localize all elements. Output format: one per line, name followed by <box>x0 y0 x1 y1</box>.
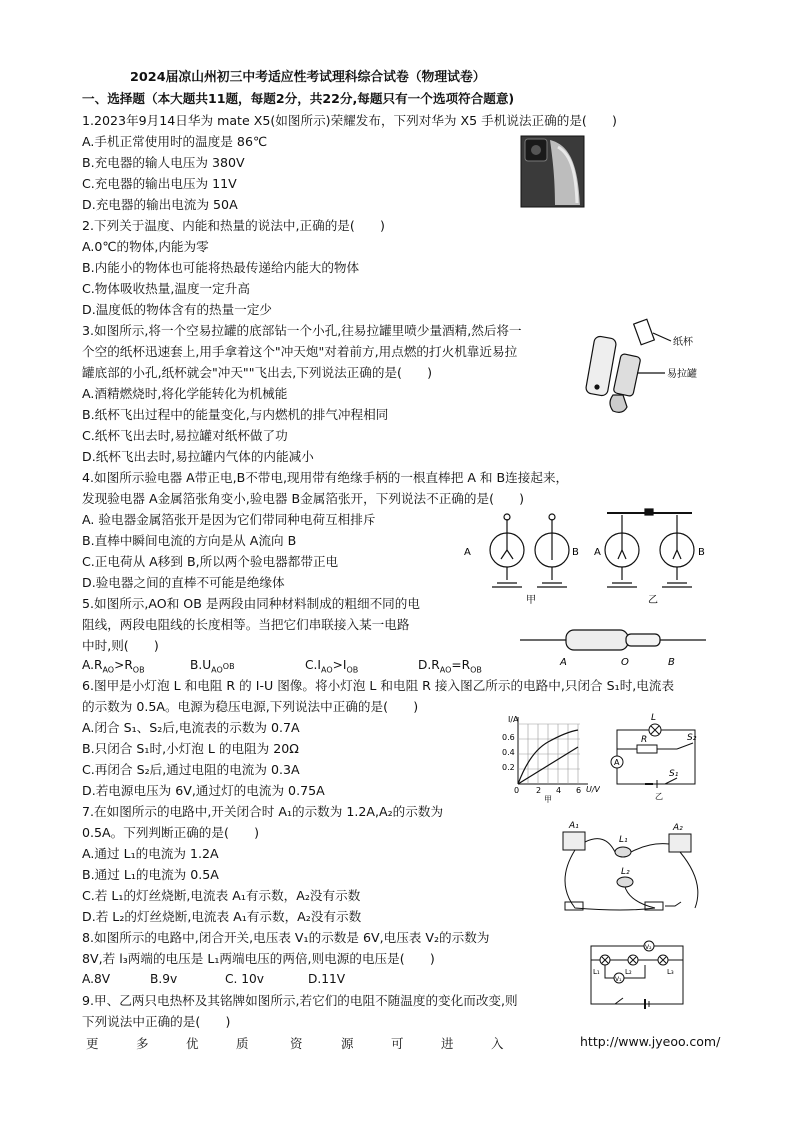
svg-text:0.2: 0.2 <box>502 763 515 772</box>
footer-word: 进 <box>441 1036 454 1051</box>
q5-stem-line1: 5.如图所示,AO和 OB 是两段由同种材料制成的粗细不同的电 <box>82 596 420 611</box>
footer-word: 资 <box>290 1036 303 1051</box>
q1-stem: 1.2023年9月14日华为 mate X5(如图所示)荣耀发布，下列对华为 X5 手机说法正确的是( ) <box>82 113 617 128</box>
svg-text:A₂: A₂ <box>673 823 683 833</box>
q5-option-a: $A.R_{AO}>R_{OB}$ <box>82 658 145 675</box>
q3-option-a: A.酒精燃烧时,将化学能转化为机械能 <box>82 386 288 401</box>
q7-option-a: A.通过 L₁的电流为 1.2A <box>82 846 219 861</box>
svg-text:R: R <box>641 735 648 745</box>
q1-option-c: C.充电器的输出电压为 11V <box>82 176 237 191</box>
q8-option-b: B.9v <box>150 972 178 986</box>
svg-text:2: 2 <box>536 786 542 795</box>
phone-image <box>520 135 585 208</box>
q3-stem-line2: 个空的纸杯迅速套上,用手拿着这个"冲天炮"对着前方,用点燃的打火机靠近易拉 <box>82 344 518 359</box>
section-heading: 一、选择题（本大题共11题，每题2分，共22分,每题只有一个选项符合题意) <box>82 91 515 106</box>
q3-stem-line1: 3.如图所示,将一个空易拉罐的底部钻一个小孔,往易拉罐里喷少量酒精,然后将一 <box>82 323 522 338</box>
q5-stem-line2: 阻线，两段电阻线的长度相等。当把它们串联接入某一电路 <box>82 617 410 632</box>
q2-stem: 2.下列关于温度、内能和热量的说法中,正确的是( ) <box>82 218 385 233</box>
q3-option-d: D.纸杯飞出去时,易拉罐内气体的内能减小 <box>82 449 314 464</box>
q3-stem-line3: 罐底部的小孔,纸杯就会"冲天""飞出去,下列说法正确的是( ) <box>82 365 433 380</box>
electroscope-figure <box>462 505 712 605</box>
svg-text:乙: 乙 <box>655 792 663 801</box>
svg-text:L₁: L₁ <box>593 968 600 976</box>
q8-stem-line2: 8V,若 l₃两端的电压是 L₁两端电压的两倍,则电源的电压是( ) <box>82 951 435 966</box>
q3-option-b: B.纸杯飞出过程中的能量变化,与内燃机的排气冲程相同 <box>82 407 389 422</box>
q3-option-c: C.纸杯飞出去时,易拉罐对纸杯做了功 <box>82 428 288 443</box>
svg-text:A: A <box>464 547 471 558</box>
svg-text:L₂: L₂ <box>621 867 630 877</box>
svg-text:0: 0 <box>514 786 520 795</box>
svg-text:L₃: L₃ <box>667 968 674 976</box>
svg-text:V₁: V₁ <box>615 976 622 983</box>
q8-circuit-figure <box>585 938 690 1010</box>
q6-option-a: A.闭合 S₁、S₂后,电流表的示数为 0.7A <box>82 720 300 735</box>
footer-word: 质 <box>236 1036 249 1051</box>
svg-text:乙: 乙 <box>648 595 658 605</box>
q6-option-d: D.若电源电压为 6V,通过灯的电流为 0.75A <box>82 783 325 798</box>
resistance-wire-figure <box>518 622 708 668</box>
q6-circuit-figure <box>605 710 710 802</box>
svg-text:A: A <box>594 547 601 558</box>
svg-text:0.4: 0.4 <box>502 748 515 757</box>
svg-text:甲: 甲 <box>544 795 552 804</box>
q5-stem-line3: 中时,则( ) <box>82 638 159 653</box>
footer-word: 源 <box>341 1036 354 1051</box>
footer-word: 可 <box>391 1036 404 1051</box>
footer-link[interactable]: http://www.jyeoo.com/ <box>580 1034 721 1049</box>
exam-title: 2024届凉山州初三中考适应性考试理科综合试卷（物理试卷） <box>130 70 486 85</box>
q4-stem-line2: 发现验电器 A金属箔张角变小,验电器 B金属箔张开，下列说法不正确的是( ) <box>82 491 525 506</box>
q8-option-c: C. 10v <box>225 972 264 986</box>
label-cup: 纸杯 <box>673 337 693 348</box>
q2-option-d: D.温度低的物体含有的热量一定少 <box>82 302 273 317</box>
q7-option-b: B.通过 L₁的电流为 0.5A <box>82 867 219 882</box>
q4-option-b: B.直棒中瞬间电流的方向是从 A流向 B <box>82 533 297 548</box>
q4-stem-line1: 4.如图所示验电器 A带正电,B不带电,现用带有绝缘手柄的一根直棒把 A 和 B连接起来， <box>82 470 569 485</box>
svg-text:4: 4 <box>556 786 562 795</box>
can-cup-figure <box>585 315 715 420</box>
q2-option-a: A.0℃的物体,内能为零 <box>82 239 209 254</box>
q2-option-c: C.物体吸收热量,温度一定升高 <box>82 281 250 296</box>
q7-option-d: D.若 L₂的灯丝烧断,电流表 A₁有示数，A₂没有示数 <box>82 909 362 924</box>
q8-option-d: D.11V <box>308 972 346 986</box>
q4-option-a: A. 验电器金属箔张开是因为它们带同种电荷互相排斥 <box>82 512 376 527</box>
iu-graph-figure <box>500 712 600 804</box>
q6-stem-line2: 的示数为 0.5A。电源为稳压电源,下列说法中正确的是( ) <box>82 699 419 714</box>
q7-stem-line1: 7.在如图所示的电路中,开关闭合时 A₁的示数为 1.2A,A₂的示数为 <box>82 804 444 819</box>
q9-stem-line2: 下列说法中正确的是( ) <box>82 1014 231 1029</box>
q6-option-b: B.只闭合 S₁时,小灯泡 L 的电阻为 20Ω <box>82 741 299 756</box>
q6-option-c: C.再闭合 S₂后,通过电阻的电流为 0.3A <box>82 762 300 777</box>
q8-stem-line1: 8.如图所示的电路中,闭合开关,电压表 V₁的示数是 6V,电压表 V₂的示数为 <box>82 930 490 945</box>
svg-text:B: B <box>668 657 675 668</box>
svg-text:A: A <box>614 758 620 767</box>
svg-text:S₂: S₂ <box>687 733 697 743</box>
q7-option-c: C.若 L₁的灯丝烧断,电流表 A₁有示数，A₂没有示数 <box>82 888 361 903</box>
q1-option-d: D.充电器的输出电流为 50A <box>82 197 238 212</box>
svg-text:L₁: L₁ <box>619 835 628 845</box>
label-can: 易拉罐 <box>667 369 697 380</box>
svg-text:L₂: L₂ <box>625 968 632 976</box>
svg-text:U/V: U/V <box>586 785 600 794</box>
q7-stem-line2: 0.5A。下列判断正确的是( ) <box>82 825 260 840</box>
svg-text:B: B <box>698 547 705 558</box>
q7-circuit-figure <box>545 812 715 924</box>
q5-option-d: $D.R_{AO}=R_{OB}$ <box>418 658 482 675</box>
svg-text:O: O <box>621 657 629 668</box>
q4-option-c: C.正电荷从 A移到 B,所以两个验电器都带正电 <box>82 554 339 569</box>
svg-text:0.6: 0.6 <box>502 733 515 742</box>
q8-option-a: A.8V <box>82 972 111 986</box>
footer-word: 入 <box>491 1036 504 1051</box>
q4-option-d: D.验电器之间的直棒不可能是绝缘体 <box>82 575 285 590</box>
svg-text:S₁: S₁ <box>669 769 679 779</box>
svg-text:I/A: I/A <box>508 715 519 724</box>
svg-text:甲: 甲 <box>526 595 536 605</box>
footer-word: 更 <box>86 1036 99 1051</box>
svg-text:L: L <box>651 713 657 723</box>
q1-option-b: B.充电器的输人电压为 380V <box>82 155 245 170</box>
svg-text:6: 6 <box>576 786 582 795</box>
svg-text:V₂: V₂ <box>645 944 652 951</box>
q2-option-b: B.内能小的物体也可能将热最传递给内能大的物体 <box>82 260 360 275</box>
q9-stem-line1: 9.甲、乙两只电热杯及其铭牌如图所示,若它们的电阻不随温度的变化而改变,则 <box>82 993 518 1008</box>
q6-stem-line1: 6.图甲是小灯泡 L 和电阻 R 的 I-U 图像。将小灯泡 L 和电阻 R 接入图乙所示的电路中,只闭合 S₁时,电流表 <box>82 678 675 693</box>
svg-text:A₁: A₁ <box>569 821 579 831</box>
q5-option-b: $B.U_{AO}OB$ <box>190 658 235 675</box>
q5-option-c: $C.I_{AO}>I_{OB}$ <box>305 658 359 675</box>
footer-word: 多 <box>136 1036 149 1051</box>
q1-option-a: A.手机正常使用时的温度是 86℃ <box>82 134 268 149</box>
svg-text:A: A <box>560 657 567 668</box>
svg-text:B: B <box>572 547 579 558</box>
footer-word: 优 <box>186 1036 199 1051</box>
